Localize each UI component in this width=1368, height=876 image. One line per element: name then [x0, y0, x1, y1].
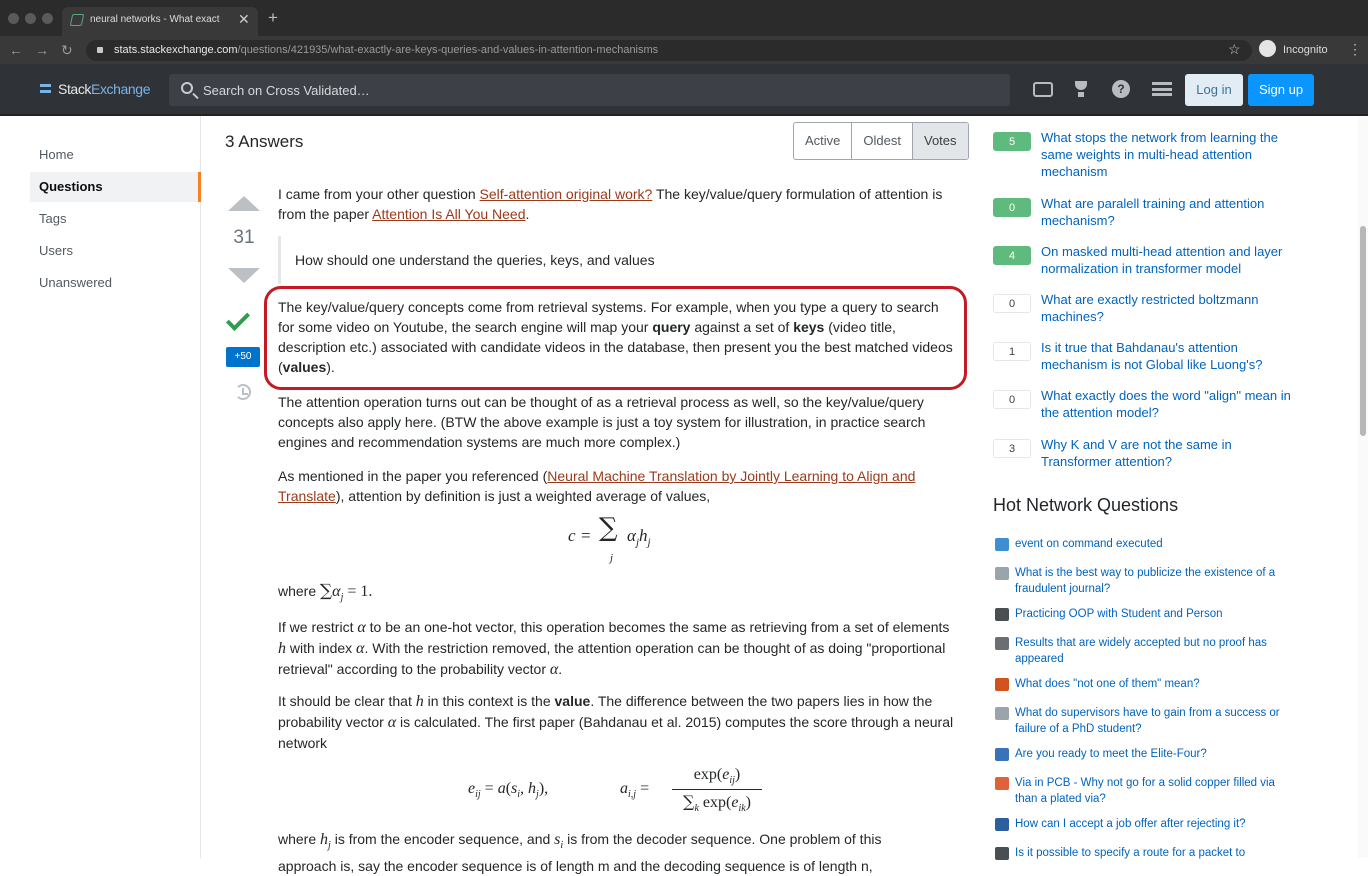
answer-paragraph: where $h_j$ is from the encoder sequence, and $s_i$ is from the decoder sequence. One problem of this approach is, say the encoder sequence is of length m and the decoding sequence is of length n, — [278, 831, 882, 875]
upvote-arrow-icon[interactable] — [228, 196, 260, 211]
hot-network-question-link[interactable]: Via in PCB - Why not go for a solid copper filled via than a plated via? — [1015, 777, 1275, 805]
cross-validated-favicon-icon — [70, 14, 85, 26]
hot-network-question-link[interactable]: event on command executed — [1015, 538, 1163, 550]
bookmark-star-icon[interactable]: ☆ — [1228, 41, 1241, 57]
related-question-link[interactable]: What are exactly restricted boltzmann machines? — [1041, 292, 1259, 324]
academia-icon — [995, 707, 1009, 720]
related-question-link[interactable]: What are paralell training and attention mechanism? — [1041, 196, 1265, 228]
hot-network-question-link[interactable]: What is the best way to publicize the existence of a fraudulent journal? — [1015, 567, 1276, 595]
accepted-answer-check-icon — [226, 307, 250, 331]
tab-close-icon[interactable]: ✕ — [238, 11, 250, 27]
attention-paper-link[interactable]: Attention Is All You Need — [372, 206, 526, 222]
hot-network-question-link[interactable]: Practicing OOP with Student and Person — [1015, 608, 1223, 620]
hot-network-question-link[interactable]: What does "not one of them" mean? — [1015, 678, 1200, 690]
maximize-window-dot[interactable] — [42, 13, 53, 24]
related-question-item[interactable] — [993, 390, 1313, 436]
browser-menu-icon[interactable]: ⋮ — [1348, 41, 1362, 57]
sort-active-tab[interactable]: Active — [794, 123, 852, 159]
related-vote-count: 3 — [993, 439, 1031, 458]
answer-paragraph: If we restrict α to be an one-hot vector, this operation becomes the same as retrieving from a set of elements h with index α. With the restriction removed, the attention operation can be thought of as doing "proportional retrieval" according to the probability vector α. — [278, 619, 950, 678]
answers-count-heading: 3 Answers — [225, 132, 304, 151]
site-header — [0, 64, 1368, 116]
answer-sort-tabs — [793, 122, 969, 160]
search-input[interactable] — [203, 81, 903, 99]
login-button[interactable]: Log in — [1185, 74, 1243, 106]
url-path: /questions/421935/what-exactly-are-keys-queries-and-values-in-attention-mechanisms — [237, 44, 659, 56]
related-vote-count: 0 — [993, 198, 1031, 217]
bahdanau-paper-link[interactable]: Neural Machine Translation by Jointly Learning to Align and Translate — [278, 468, 916, 504]
browser-tab-bar — [0, 0, 1368, 36]
related-vote-count: 1 — [993, 342, 1031, 361]
url-field[interactable] — [86, 40, 1252, 61]
signup-button[interactable]: Sign up — [1248, 74, 1314, 106]
minimize-window-dot[interactable] — [25, 13, 36, 24]
related-vote-count: 0 — [993, 294, 1031, 313]
lock-icon — [97, 47, 103, 53]
related-question-item[interactable] — [993, 198, 1313, 244]
site-switcher-icon[interactable] — [1152, 82, 1172, 96]
url-host: stats.stackexchange.com — [114, 44, 238, 56]
hot-network-question-link[interactable]: Are you ready to meet the Elite-Four? — [1015, 748, 1207, 760]
nav-home[interactable]: Home — [39, 147, 74, 162]
related-question-item[interactable] — [993, 246, 1313, 292]
electronics-icon — [995, 777, 1009, 790]
related-question-link[interactable]: Is it true that Bahdanau's attention mechanism is not Global like Luong's? — [1041, 340, 1263, 372]
nav-unanswered[interactable]: Unanswered — [39, 275, 112, 290]
related-question-item[interactable] — [993, 342, 1313, 388]
nav-tags[interactable]: Tags — [39, 211, 67, 226]
related-question-link[interactable]: On masked multi-head attention and layer normalization in transformer model — [1041, 244, 1283, 276]
bounty-award-badge[interactable]: +50 — [226, 347, 260, 367]
new-tab-icon[interactable]: + — [268, 8, 278, 27]
related-vote-count: 4 — [993, 246, 1031, 265]
codereview-icon — [995, 608, 1009, 621]
related-vote-count: 5 — [993, 132, 1031, 151]
page-scrollbar[interactable] — [1358, 116, 1368, 858]
stackexchange-logo-icon[interactable] — [40, 84, 51, 93]
sort-votes-tab[interactable]: Votes — [913, 123, 968, 159]
scrollbar-thumb[interactable] — [1360, 226, 1366, 436]
askubuntu-icon — [995, 538, 1009, 551]
hot-network-questions-heading: Hot Network Questions — [993, 495, 1179, 515]
right-sidebar — [980, 116, 1310, 858]
achievements-trophy-icon[interactable] — [1072, 80, 1092, 98]
address-bar-row — [0, 36, 1368, 64]
self-attention-question-link[interactable]: Self-attention original work? — [479, 186, 653, 202]
profile-label[interactable]: Incognito — [1283, 44, 1328, 56]
academia-icon — [995, 567, 1009, 580]
help-icon[interactable]: ? — [1112, 80, 1130, 98]
related-question-item[interactable] — [993, 132, 1313, 178]
logo-text-main: Stack — [58, 81, 92, 97]
forward-arrow-icon[interactable]: → — [35, 42, 49, 58]
blockquote: How should one understand the queries, keys, and values — [278, 236, 956, 284]
tab-title: neural networks - What exact — [90, 14, 220, 25]
hot-network-question-link[interactable]: What do supervisors have to gain from a success or failure of a PhD student? — [1015, 707, 1280, 735]
inbox-icon[interactable] — [1033, 82, 1053, 97]
downvote-arrow-icon[interactable] — [228, 268, 260, 283]
workplace-icon — [995, 818, 1009, 831]
left-sidebar — [0, 116, 201, 858]
nav-questions[interactable]: Questions — [30, 172, 201, 202]
retrieval-analogy-paragraph: The key/value/query concepts come from retrieval systems. For example, when you type a query to search for some video on Youtube, the search engine will map your query against a set of keys (video title, description etc.) associated with candidate videos in the database, then present you the best matched videos (values). — [278, 299, 953, 375]
weighted-average-formula: c = ∑ j $\alpha_jh_j$ — [568, 513, 651, 564]
logo-text-accent: Exchange — [91, 81, 151, 97]
math-icon — [995, 637, 1009, 650]
answer-paragraph: As mentioned in the paper you referenced (Neural Machine Translation by Jointly Learning to Align and Translate), attention by definition is just a weighted average of values, — [278, 468, 916, 504]
hot-network-question-link[interactable]: How can I accept a job offer after rejecting it? — [1015, 818, 1246, 830]
related-question-item[interactable] — [993, 439, 1313, 485]
related-question-link[interactable]: What stops the network from learning the same weights in multi-head attention mechanism — [1041, 130, 1279, 179]
sort-oldest-tab[interactable]: Oldest — [852, 123, 913, 159]
back-arrow-icon[interactable]: ← — [9, 42, 23, 58]
search-icon — [181, 82, 193, 94]
related-question-item[interactable] — [993, 294, 1313, 340]
puzzling-icon — [995, 748, 1009, 761]
related-vote-count: 0 — [993, 390, 1031, 409]
reload-icon[interactable]: ↻ — [61, 42, 73, 58]
answer-paragraph: I came from your other question Self-attention original work? The key/value/query formulation of attention is from the paper Attention Is All You Need. — [278, 186, 943, 222]
close-window-dot[interactable] — [8, 13, 19, 24]
hot-network-question-link[interactable]: Results that are widely accepted but no proof has appeared — [1015, 637, 1267, 665]
related-question-link[interactable]: Why K and V are not the same in Transformer attention? — [1041, 437, 1232, 469]
hot-network-question-link[interactable]: Is it possible to specify a route for a packet to — [1015, 847, 1246, 859]
site-search[interactable] — [169, 74, 1010, 106]
stackexchange-logo[interactable] — [58, 80, 150, 98]
related-question-link[interactable]: What exactly does the word "align" mean in the attention model? — [1041, 388, 1291, 420]
score-formula: $e_{ij} = a(s_i$, $h_j$), $a_{i,j}$ = $\exp(e_{ij})$ $\sum_k$ $\exp(e_{ik})$ — [468, 761, 768, 821]
answer-paragraph: where $\sum\alpha_j = 1$. — [278, 581, 373, 604]
vote-count: 31 — [233, 227, 255, 248]
nav-users[interactable]: Users — [39, 243, 73, 258]
travel-icon — [995, 847, 1009, 860]
answer-paragraph: It should be clear that h in this context is the value. The difference between the two papers lies in how the probability vector α is calculated. The first paper (Bahdanau et al. 2015) computes the score through a neural network — [278, 693, 954, 751]
main-content — [202, 116, 980, 875]
revision-history-icon[interactable] — [235, 384, 251, 400]
browser-tab[interactable] — [62, 7, 258, 36]
english-icon — [995, 678, 1009, 691]
incognito-icon[interactable] — [1259, 40, 1276, 57]
answer-paragraph: The attention operation turns out can be thought of as a retrieval process as well, so the key/value/query concepts also apply here. (BTW the above example is just a toy system for illustration, in practice search engines and recommendation systems are much more complex.) — [278, 394, 926, 450]
